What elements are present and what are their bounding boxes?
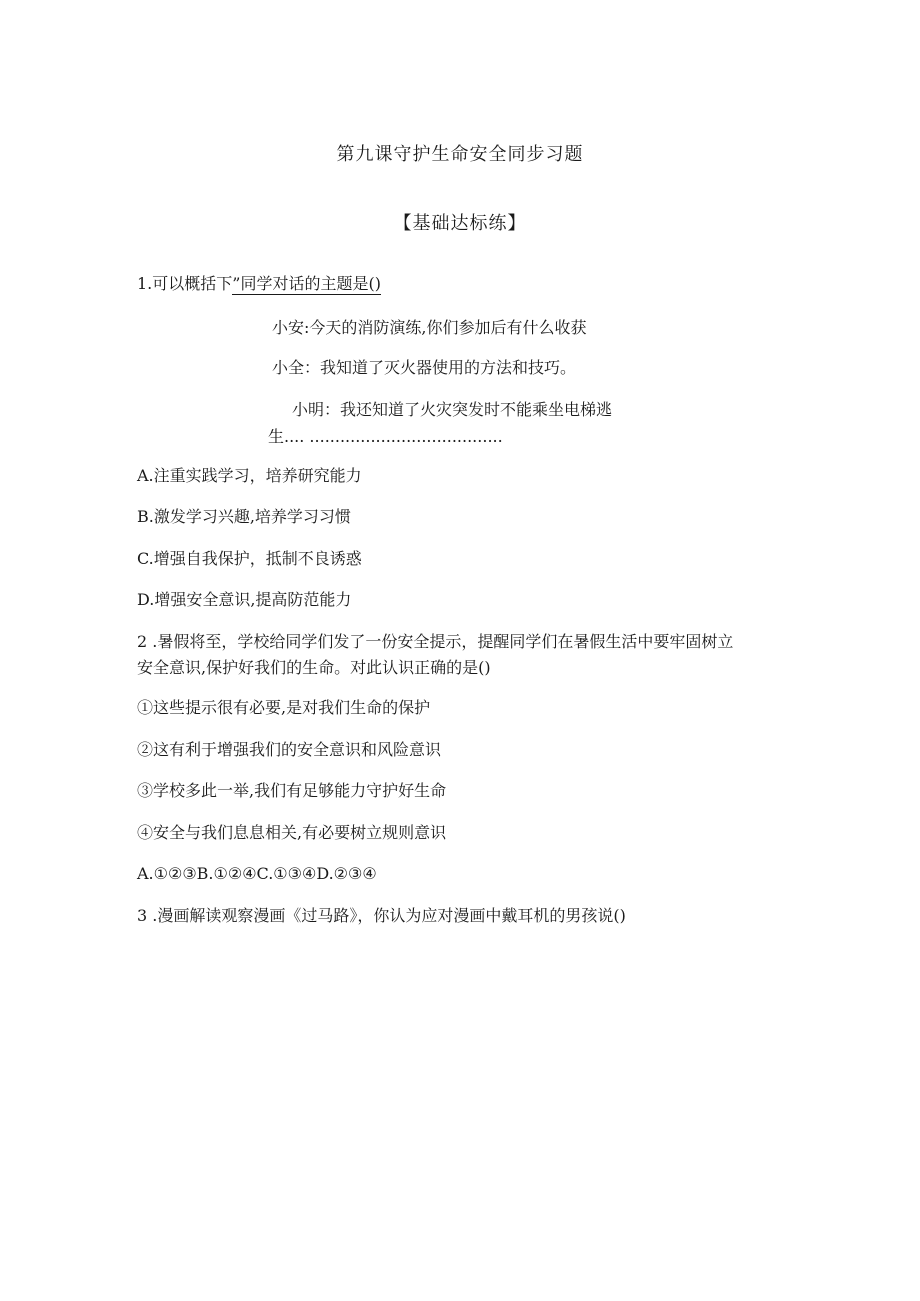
question-2-stem-line2: 安全意识,保护好我们的生命。对此认识正确的是() xyxy=(137,658,491,677)
dialogue-line: 小安:今天的消防演练,你们参加后有什么收获 xyxy=(272,318,587,337)
dialogue-line-continuation: 生.... ...................................... xyxy=(268,427,503,446)
question-1-option-b: B.激发学习兴趣,培养学习习惯 xyxy=(137,507,351,526)
question-2-statement-3: ③学校多此一举,我们有足够能力守护好生命 xyxy=(137,781,447,800)
question-2-statement-1: ①这些提示很有必要,是对我们生命的保护 xyxy=(137,698,431,717)
question-1-option-a: A.注重实践学习，培养研究能力 xyxy=(137,466,362,485)
question-1-option-c: C.增强自我保护，抵制不良诱惑 xyxy=(137,549,362,568)
question-1-option-d: D.增强安全意识,提高防范能力 xyxy=(137,590,352,609)
question-1-stem-prefix: 1.可以概括下 xyxy=(137,274,233,293)
question-2-stem-line1: 2 .暑假将至，学校给同学们发了一份安全提示，提醒同学们在暑假生活中要牢固树立 xyxy=(137,632,734,651)
question-2-options: A.①②③B.①②④C.①③④D.②③④ xyxy=(137,864,377,883)
question-2-statement-4: ④安全与我们息息相关,有必要树立规则意识 xyxy=(137,823,447,842)
question-2-statement-2: ②这有利于增强我们的安全意识和风险意识 xyxy=(137,740,442,759)
question-3-stem: 3 .漫画解读观察漫画《过马路》，你认为应对漫画中戴耳机的男孩说() xyxy=(137,906,626,925)
section-heading: 【基础达标练】 xyxy=(393,213,527,234)
question-1-stem-underlined: ”同学对话的主题是() xyxy=(232,274,381,293)
page-title: 第九课守护生命安全同步习题 xyxy=(336,144,584,165)
dialogue-line: 小全：我知道了灭火器使用的方法和技巧。 xyxy=(272,358,577,377)
dialogue-line: 小明：我还知道了火灾突发时不能乘坐电梯逃 xyxy=(292,400,613,419)
question-1-stem xyxy=(137,273,381,295)
